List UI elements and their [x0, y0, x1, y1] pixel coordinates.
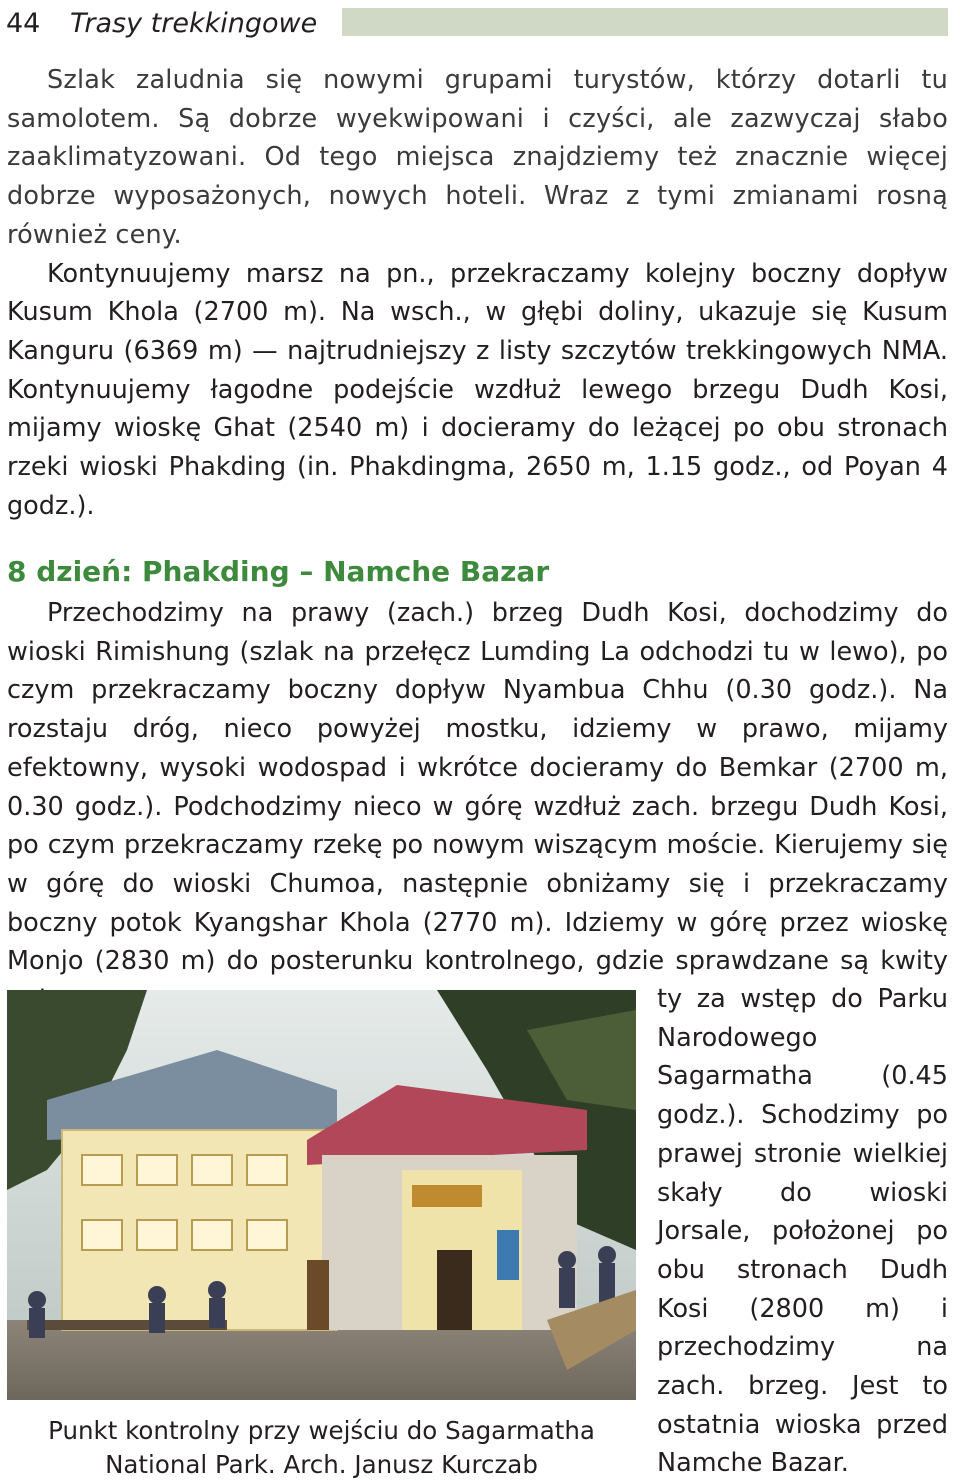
paragraph-3: Przechodzimy na prawy (zach.) brzeg Dudh Kosi, dochodzimy do wioski Rimishung (szlak na przełęcz Lumding La odchodzi tu w lewo), po czym przekraczamy boczny dopływ Nyambua Chhu (0.30 godz.). Na rozstaju dróg, nieco powyżej mostku, idziemy w prawo, mijamy efektowny, wysoki wodospad i wkrótce docieramy do Bemkar (2700 m, 0.30 godz.). Podchodzimy nieco w górę wzdłuż zach. brzegu Dudh Kosi, po czym przekraczamy rzekę po nowym wiszącym moście. Kierujemy się w górę do wioski Chumoa, następnie obniżamy się i przekraczamy boczny potok Kyangshar Khola (2770 m). Idziemy w górę przez wioskę Monjo (2830 m) do posterunku kontrolnego, gdzie sprawdzane są kwity [7, 598, 948, 977]
paragraph-1: Szlak zaludnia się nowymi grupami turystów, którzy dotarli tu samolotem. Są dobrze wyekwipowani i czyści, ale zazwyczaj słabo zaaklimatyzowani. Od tego miejsca znajdziemy też znacznie więcej dobrze wyposażonych, nowych hoteli. Wraz z tymi zmianami rosną również ceny. [7, 65, 948, 250]
section-heading-day-8: 8 dzień: Phakding – Namche Bazar [7, 555, 550, 588]
wrapped-text-column [657, 980, 948, 1483]
day-8-text-block [7, 594, 948, 1020]
intro-text-block [7, 61, 948, 525]
paragraph-3-continued: ty za wstęp do Parku Narodowego Sagarmatha (0.45 godz.). Schodzimy po prawej stronie wielkiej skały do wioski Jorsale, położonej po obu stronach Dudh Kosi (2800 m) i przechodzimy na zach. brzeg. Jest to ostatnia wioska przed Namche Bazar. [657, 984, 948, 1479]
header-decorative-bar [342, 8, 948, 36]
page-header [0, 0, 960, 50]
photo-caption [7, 1414, 636, 1482]
page-number: 44 [6, 8, 41, 39]
caption-line-1: Punkt kontrolny przy wejściu do Sagarmatha [48, 1416, 595, 1445]
checkpoint-photo [7, 990, 636, 1400]
paragraph-2: Kontynuujemy marsz na pn., przekraczamy kolejny boczny dopływ Kusum Khola (2700 m). Na wsch., w głębi doliny, ukazuje się Kusum Kanguru (6369 m) — najtrudniejszy z listy szczytów trekkingowych NMA. Kontynuujemy łagodne podejście wzdłuż lewego brzegu Dudh Kosi, mijamy wioskę Ghat (2540 m) i docieramy do leżącej po obu stronach rzeki wioski Phakding (in. Phakdingma, 2650 m, 1.15 godz., od Poyan 4 godz.). [7, 258, 948, 521]
caption-line-2: National Park. Arch. Janusz Kurczab [105, 1450, 538, 1479]
running-title: Trasy trekkingowe [70, 8, 318, 39]
